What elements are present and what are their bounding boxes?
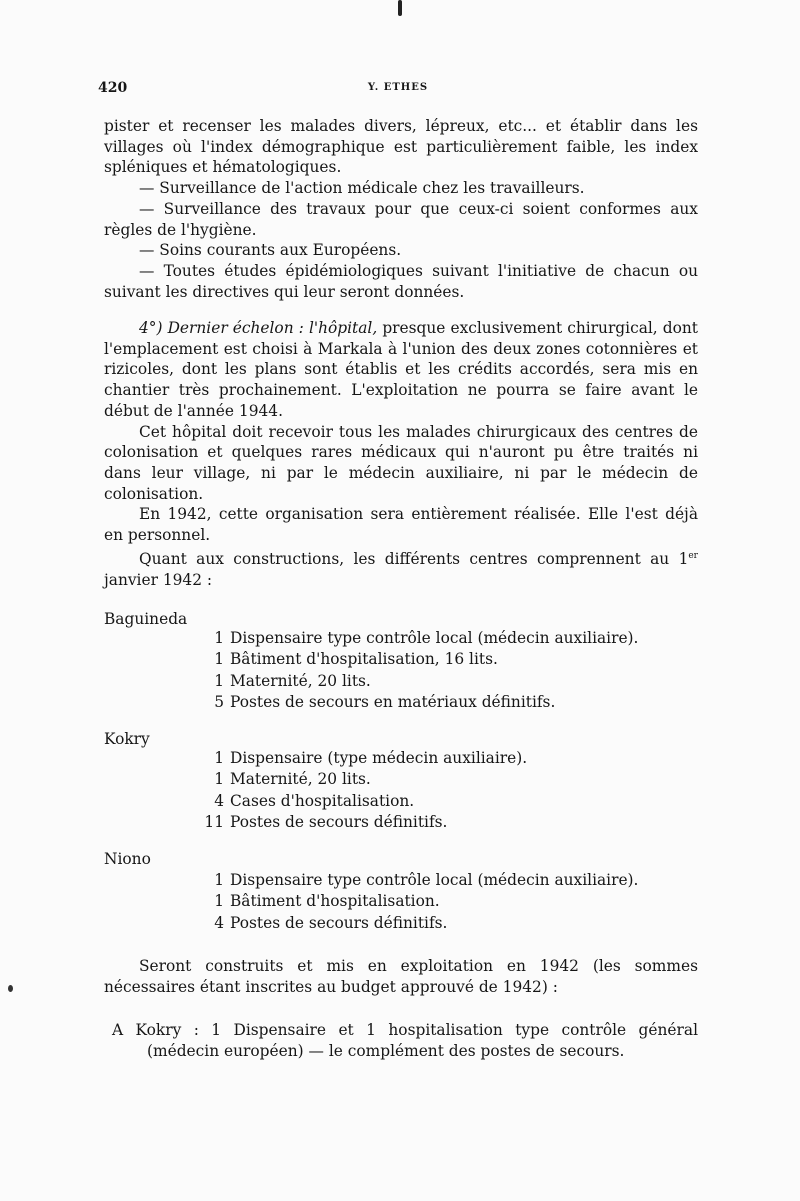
top-ink-mark <box>398 0 402 16</box>
intro-paragraph: — Soins courants aux Européens. <box>139 241 402 260</box>
facility-item <box>200 769 700 790</box>
facility-item <box>200 628 700 649</box>
running-head: Y. ETHES <box>367 82 429 93</box>
hospital-paragraph: Cet hôpital doit recevoir tous les malades chirurgicaux des centres de colonisation et quelques rares médicaux qui n'auront pu être traités ni dans leur village, ni par le médecin auxiliaire, ni par le médecin de colonisation. <box>104 422 698 503</box>
facility-label: Postes de secours définitifs. <box>230 812 448 831</box>
facility-qty: 5 <box>214 692 224 711</box>
intro-paragraph: — Toutes études épidémiologiques suivant l'initiative de chacun ou suivant les directives qui leur seront données. <box>104 261 698 301</box>
facility-qty: 1 <box>214 629 224 647</box>
organisation-paragraph: En 1942, cette organisation sera entièrement réalisée. Elle l'est déjà en personnel. <box>104 505 698 545</box>
center-name-niono: Niono <box>104 850 151 868</box>
ordinal-suffix: er <box>688 550 698 561</box>
section-4-paragraph <box>104 318 698 422</box>
facility-item <box>200 812 700 833</box>
facility-label: Postes de secours en matériaux définitifs. <box>230 692 556 711</box>
facility-label: Bâtiment d'hospitalisation. <box>230 892 440 911</box>
intro-paragraph: — Surveillance de l'action médicale chez les travailleurs. <box>139 179 585 198</box>
kokry-plan-paragraph: A Kokry : 1 Dispensaire et 1 hospitalisation type contrôle général (médecin européen) — le complément des postes de secours. <box>112 1021 698 1060</box>
facility-label: Postes de secours définitifs. <box>230 913 448 932</box>
facility-item <box>200 791 700 812</box>
facility-item <box>200 748 700 769</box>
facility-label: Dispensaire (type médecin auxiliaire). <box>230 749 528 767</box>
constructions-date: janvier 1942 : <box>104 570 213 589</box>
facility-qty: 1 <box>214 871 224 889</box>
section-4-lead: 4°) Dernier échelon : l'hôpital, <box>139 319 378 337</box>
closing-section <box>104 956 698 997</box>
facility-item <box>200 649 700 670</box>
facility-qty: 11 <box>204 812 224 831</box>
intro-text <box>104 116 698 302</box>
niono-facility-list <box>200 870 700 934</box>
facility-qty: 1 <box>214 892 224 911</box>
section-4-text: presque exclusivement chirurgical, dont l'emplacement est choisi à Markala à l'union des deux zones cotonnières et rizicoles, dont les plans sont établis et les crédits accordés, sera mis en chantier très prochainement. L'exploitation ne pourra se faire avant le début de l'année 1944. <box>104 319 698 420</box>
facility-item <box>200 891 700 912</box>
facility-qty: 1 <box>214 770 224 789</box>
facility-label: Maternité, 20 lits. <box>230 671 371 690</box>
closing-paragraph: Seront construits et mis en exploitation en 1942 (les sommes nécessaires étant inscrites au budget approuvé de 1942) : <box>104 957 698 996</box>
constructions-text: Quant aux constructions, les différents centres comprennent au 1 <box>139 549 689 568</box>
facility-label: Dispensaire type contrôle local (médecin auxiliaire). <box>230 871 639 889</box>
facility-item <box>200 692 700 713</box>
facility-label: Dispensaire type contrôle local (médecin auxiliaire). <box>230 629 639 647</box>
center-name-baguineda: Baguineda <box>104 610 188 628</box>
facility-label: Cases d'hospitalisation. <box>230 791 415 810</box>
kokry-facility-list <box>200 748 700 833</box>
baguineda-facility-list <box>200 628 700 713</box>
facility-item <box>200 671 700 692</box>
center-name-kokry: Kokry <box>104 730 150 748</box>
page-number: 420 <box>98 80 128 96</box>
facility-qty: 4 <box>214 913 224 932</box>
facility-item <box>200 870 700 891</box>
facility-qty: 1 <box>214 671 224 690</box>
margin-ink-mark <box>8 985 13 992</box>
facility-item <box>200 913 700 934</box>
facility-label: Maternité, 20 lits. <box>230 770 371 789</box>
section-4 <box>104 318 698 590</box>
facility-label: Bâtiment d'hospitalisation, 16 lits. <box>230 650 498 669</box>
intro-paragraph: — Surveillance des travaux pour que ceux-ci soient conformes aux règles de l'hygiène. <box>104 199 698 239</box>
facility-qty: 1 <box>214 650 224 669</box>
intro-paragraph: pister et recenser les malades divers, lépreux, etc... et établir dans les villages où l'index démographique est particulièrement faible, les index spléniques et hématologiques. <box>104 117 698 177</box>
constructions-paragraph <box>104 546 698 591</box>
facility-qty: 4 <box>214 791 224 810</box>
page-header <box>98 80 698 102</box>
facility-qty: 1 <box>214 749 224 767</box>
kokry-plan <box>112 1020 698 1061</box>
